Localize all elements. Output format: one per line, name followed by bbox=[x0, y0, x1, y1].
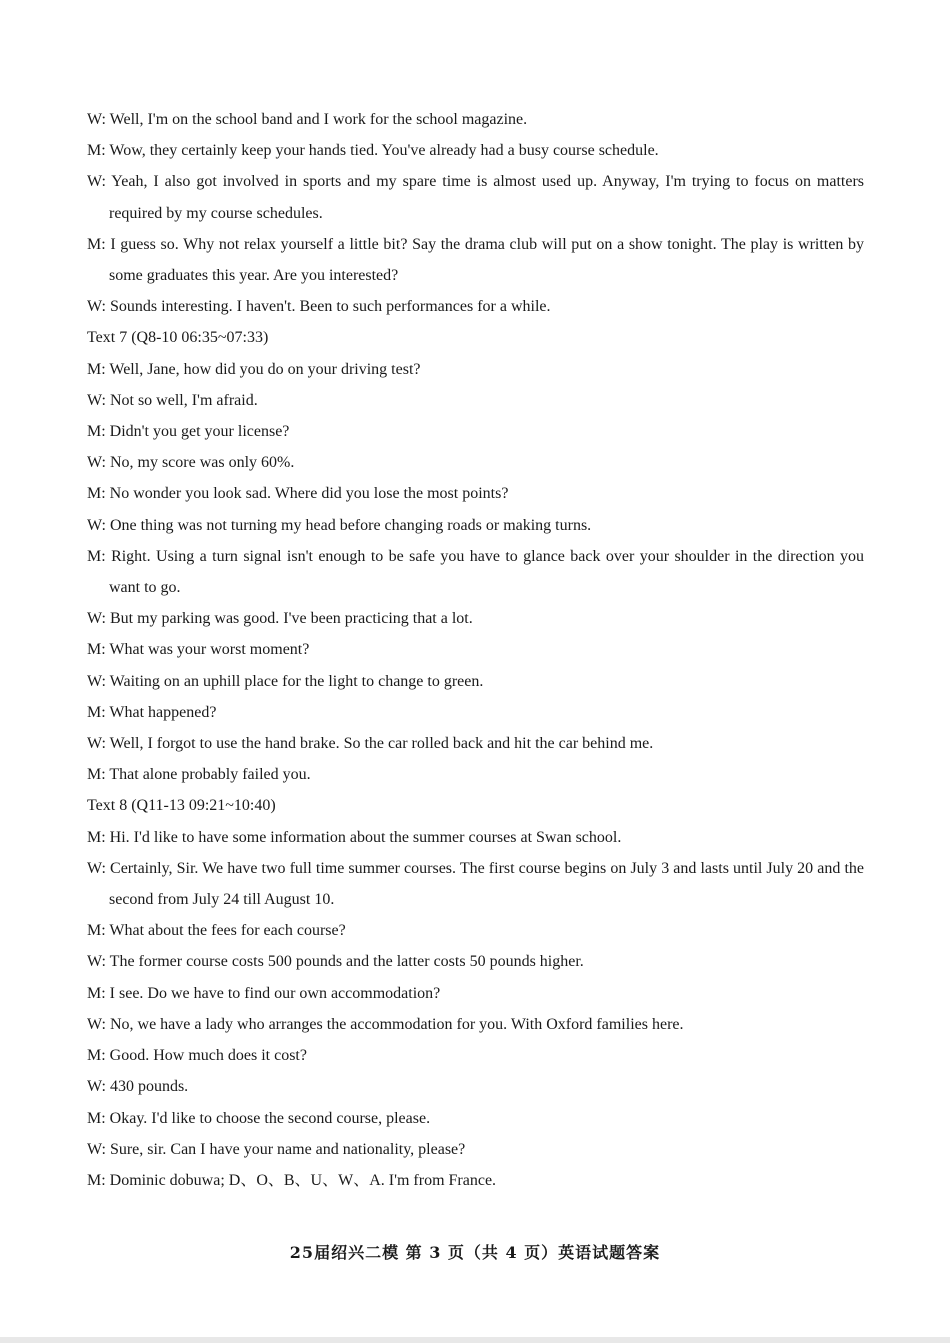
transcript-line: W: Sounds interesting. I haven't. Been to such performances for a while. bbox=[87, 298, 551, 316]
transcript-line: M: No wonder you look sad. Where did you lose the most points? bbox=[87, 485, 509, 503]
transcript-line: W: Yeah, I also got involved in sports and my spare time is almost used up. Anyway, I'm trying to focus on matters required by my course schedules. bbox=[87, 173, 864, 222]
transcript-line: W: No, we have a lady who arranges the accommodation for you. With Oxford families here. bbox=[87, 1015, 684, 1033]
transcript-line: M: What about the fees for each course? bbox=[87, 922, 346, 940]
section-heading-text-8: Text 8 (Q11-13 09:21~10:40) bbox=[87, 797, 276, 815]
transcript-line: M: Hi. I'd like to have some information about the summer courses at Swan school. bbox=[87, 828, 622, 846]
section-heading-text-7: Text 7 (Q8-10 06:35~07:33) bbox=[87, 329, 269, 347]
transcript-line: W: Well, I forgot to use the hand brake. So the car rolled back and hit the car behind me. bbox=[87, 735, 654, 753]
transcript-line: M: I guess so. Why not relax yourself a little bit? Say the drama club will put on a show tonight. The play is written by some graduates this year. Are you interested? bbox=[87, 235, 864, 285]
transcript-line: W: No, my score was only 60%. bbox=[87, 454, 295, 472]
page-bottom-edge bbox=[0, 1337, 950, 1343]
transcript-line: W: Waiting on an uphill place for the light to change to green. bbox=[87, 672, 484, 690]
page-footer: 25届绍兴二模 第 3 页（共 4 页）英语试题答案 bbox=[289, 1243, 661, 1262]
transcript-line: M: Okay. I'd like to choose the second course, please. bbox=[87, 1109, 431, 1127]
transcript-line: M: Well, Jane, how did you do on your driving test? bbox=[87, 360, 421, 378]
transcript-line: W: One thing was not turning my head before changing roads or making turns. bbox=[87, 516, 592, 534]
transcript-line: W: Sure, sir. Can I have your name and nationality, please? bbox=[87, 1140, 466, 1158]
transcript-line: M: Dominic dobuwa; D、O、B、U、W、A. I'm from France. bbox=[87, 1171, 497, 1189]
transcript-line: M: I see. Do we have to find our own accommodation? bbox=[87, 984, 441, 1002]
transcript-line: W: 430 pounds. bbox=[87, 1078, 189, 1096]
transcript-line: M: What happened? bbox=[87, 703, 217, 721]
transcript-line: M: Good. How much does it cost? bbox=[87, 1047, 307, 1065]
transcript-line: M: Wow, they certainly keep your hands tied. You've already had a busy course schedule. bbox=[87, 142, 659, 160]
transcript-line: M: Right. Using a turn signal isn't enough to be safe you have to glance back over your shoulder in the direction you want to go. bbox=[87, 547, 864, 597]
transcript-line: M: Didn't you get your license? bbox=[87, 423, 290, 441]
transcript-line: M: What was your worst moment? bbox=[87, 641, 310, 659]
transcript-line: W: The former course costs 500 pounds and the latter costs 50 pounds higher. bbox=[87, 953, 584, 971]
transcript-line: M: That alone probably failed you. bbox=[87, 766, 311, 784]
transcript-line: W: Well, I'm on the school band and I work for the school magazine. bbox=[87, 111, 528, 128]
transcript-body bbox=[87, 104, 864, 1196]
transcript-line: W: Not so well, I'm afraid. bbox=[87, 391, 258, 409]
transcript-line: W: But my parking was good. I've been practicing that a lot. bbox=[87, 610, 473, 628]
transcript-line: W: Certainly, Sir. We have two full time summer courses. The first course begins on July 3 and lasts until July 20 and the second from July 24 till August 10. bbox=[87, 859, 864, 909]
